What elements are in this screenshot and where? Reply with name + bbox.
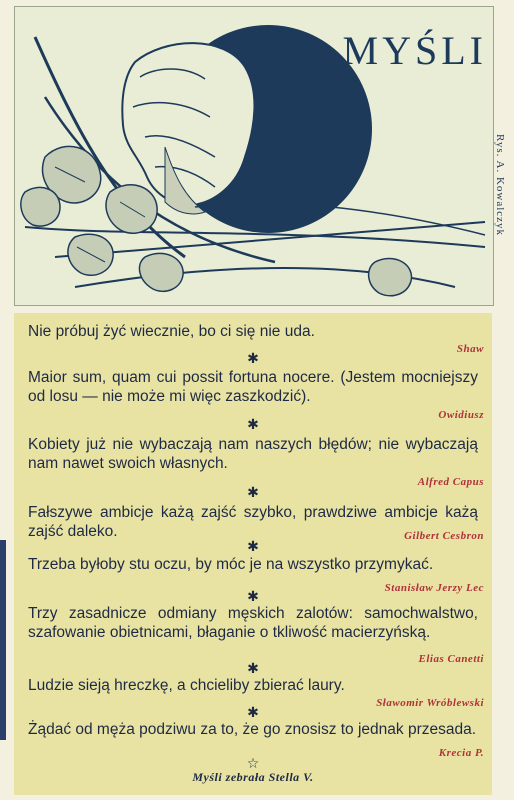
- quote-text: Fałszywe ambicje każą zajść szybko, prawdziwe ambicje każą zajść daleko.: [28, 504, 478, 540]
- quote-text: Trzy zasadnicze odmiany męskich zalotów: samochwalstwo, szafowanie obietnicami, błaganie o tkliwość macierzyńską.: [28, 605, 478, 641]
- quote-author: Gilbert Cesbron: [404, 530, 484, 542]
- quote-item: [14, 503, 492, 541]
- quote-item: [14, 368, 492, 421]
- header-illustration: [14, 6, 494, 306]
- quote-author: Owidiusz: [438, 409, 484, 421]
- quote-item: [14, 322, 492, 355]
- separator-star: ✱: [247, 417, 259, 433]
- quote-item: [14, 555, 492, 594]
- quote-author: Elias Canetti: [418, 653, 484, 665]
- quote-text: Nie próbuj żyć wiecznie, bo ci się nie uda.: [28, 323, 315, 340]
- quote-item: [14, 604, 492, 665]
- quote-item: [14, 720, 492, 759]
- separator-star: ✱: [247, 661, 259, 677]
- footer-star: ☆: [246, 756, 260, 772]
- separator-star: ✱: [247, 539, 259, 555]
- masthead-title: MYŚLI: [342, 28, 487, 73]
- quote-text: Żądać od męża podziwu za to, że go znosisz to jednak przesada.: [28, 721, 477, 738]
- quote-author: Stanisław Jerzy Lec: [384, 582, 484, 594]
- quote-text: Maior sum, quam cui possit fortuna nocere. (Jestem mocniejszy od losu — nie może mi więc zaszkodzić).: [28, 369, 478, 405]
- quote-text: Trzeba byłoby stu oczu, by móc je na wszystko przymykać.: [28, 556, 434, 573]
- illustration-credit: Rys. A. Kowalczyk: [494, 133, 506, 237]
- quote-author: Sławomir Wróblewski: [376, 697, 484, 709]
- separator-star: ✱: [247, 485, 259, 501]
- separator-star: ✱: [247, 589, 259, 605]
- compiled-by-footer: Myśli zebrała Stella V.: [192, 770, 314, 784]
- quote-text: Ludzie sieją hreczkę, a chcieliby zbierać laury.: [28, 677, 345, 694]
- separator-star: ✱: [247, 705, 259, 721]
- quote-author: Krecia P.: [438, 747, 484, 759]
- quote-item: [14, 676, 492, 709]
- quote-text: Kobiety już nie wybaczają nam naszych błędów; nie wybaczają nam nawet swoich własnych.: [28, 436, 478, 472]
- left-edge-strip: [0, 540, 6, 740]
- separator-star: ✱: [247, 351, 259, 367]
- quote-item: [14, 435, 492, 488]
- quote-author: Shaw: [456, 343, 484, 355]
- quote-author: Alfred Capus: [417, 476, 484, 488]
